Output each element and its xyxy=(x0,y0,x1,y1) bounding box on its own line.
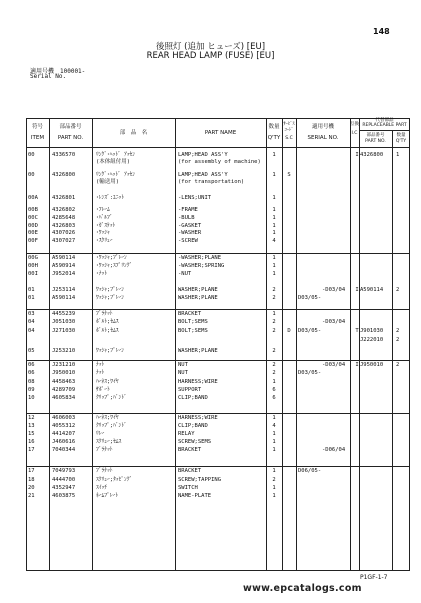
part-name-jp: ･ﾌﾚｰﾑ xyxy=(96,207,110,213)
part-name-jp: ﾜｯｼｬ;ﾌﾟﾚｰﾝ xyxy=(96,348,125,354)
quantity: 1 xyxy=(272,439,276,445)
part-number: J253114 xyxy=(52,287,76,293)
item-number: 01 xyxy=(28,295,35,301)
part-name-jp: ･ｶﾞｽｹｯﾄ xyxy=(96,223,116,229)
col-divider xyxy=(49,118,50,571)
item-number: 00 xyxy=(28,152,35,158)
header-jp-name: 部 品 名 xyxy=(119,130,148,136)
item-number: 05 xyxy=(28,348,35,354)
replaceable-part: J950010 xyxy=(360,362,384,368)
part-number: A590114 xyxy=(52,255,76,261)
part-name-jp: ﾈｰﾑﾌﾟﾚｰﾄ xyxy=(96,493,119,499)
quantity: 1 xyxy=(272,172,276,178)
part-name-jp: ｽｸﾘｭｰ;ﾀｯﾋﾟﾝｸﾞ xyxy=(96,477,133,483)
part-name: -SCREW xyxy=(178,238,198,244)
part-number: 4606003 xyxy=(52,415,76,421)
group-rule xyxy=(26,466,410,467)
part-name: -WASHER;SPRING xyxy=(178,263,225,269)
part-number: 4326801 xyxy=(52,195,76,201)
item-number: 00A xyxy=(28,195,38,201)
item-number: 08 xyxy=(28,379,35,385)
part-name-jp: ﾌﾞﾗｹｯﾄ xyxy=(96,311,113,317)
part-name-jp: ﾎﾞﾙﾄ;ｾﾑｽ xyxy=(96,328,119,334)
item-number: 03 xyxy=(28,311,35,317)
part-name: -BULB xyxy=(178,215,195,221)
part-name-jp: ･ﾊﾞﾙﾌﾞ xyxy=(96,215,113,221)
header-repl-part: 部品番号 PART NO. xyxy=(365,133,386,144)
quantity: 1 xyxy=(272,311,276,317)
part-name: -NUT xyxy=(178,271,192,277)
part-number: 4605834 xyxy=(52,395,76,401)
interchange-code: I xyxy=(355,362,359,368)
part-name-jp: ﾅｯﾄ xyxy=(96,370,105,376)
part-name-jp: ﾅｯﾄ xyxy=(96,362,105,368)
col-divider xyxy=(359,118,360,571)
part-number: A590114 xyxy=(52,295,76,301)
quantity: 1 xyxy=(272,215,276,221)
part-name: LAMP;HEAD ASS'Y xyxy=(178,172,228,178)
group-rule xyxy=(26,413,410,414)
part-number: J253210 xyxy=(52,348,76,354)
part-number: 4603875 xyxy=(52,493,76,499)
col-divider xyxy=(266,118,267,571)
serial-range: D03/05- xyxy=(298,370,322,376)
part-name-jp: ﾎﾞﾙﾄ;ｾﾑｽ xyxy=(96,319,119,325)
part-name: SUPPORT xyxy=(178,387,202,393)
part-name: -FRAME xyxy=(178,207,198,213)
quantity: 2 xyxy=(272,319,276,325)
part-name: BOLT;SEMS xyxy=(178,319,208,325)
part-number: J950010 xyxy=(52,370,76,376)
item-number: 17 xyxy=(28,447,35,453)
part-name: NUT xyxy=(178,362,188,368)
header-serial: 適用号機 SERIAL NO. xyxy=(307,124,339,141)
part-name-jp: ｽｲｯﾁ xyxy=(96,485,108,491)
part-number: J231210 xyxy=(52,362,76,368)
quantity: 1 xyxy=(272,263,276,269)
part-name: (for assembly of machine) xyxy=(178,159,261,165)
part-name: HARNESS;WIRE xyxy=(178,415,218,421)
serial-range: D06/05- xyxy=(298,468,322,474)
part-name-jp: ｸﾘｯﾌﾟ;ﾊﾞﾝﾄﾞ xyxy=(96,395,127,401)
item-number: 00D xyxy=(28,223,38,229)
quantity: 2 xyxy=(272,328,276,334)
item-number: 00E xyxy=(28,230,38,236)
quantity: 6 xyxy=(272,395,276,401)
part-number: 7040344 xyxy=(52,447,76,453)
part-name-jp: ﾘﾝｸﾞ･ﾍｯﾄﾞ ｱｯｾﾝ xyxy=(96,152,136,158)
quantity: 1 xyxy=(272,255,276,261)
part-number: 4458463 xyxy=(52,379,76,385)
service-code: S xyxy=(287,172,291,178)
part-number: 4444700 xyxy=(52,477,76,483)
part-name-jp: ･ﾚﾝｽﾞ:ﾕﾆｯﾄ xyxy=(96,195,125,201)
part-name: SCREW;TAPPING xyxy=(178,477,222,483)
item-number: 16 xyxy=(28,439,35,445)
part-name: CLIP;BAND xyxy=(178,423,208,429)
part-name-jp: ｸﾘｯﾌﾟ;ﾊﾞﾝﾄﾞ xyxy=(96,423,127,429)
replaceable-qty: 2 xyxy=(396,328,400,334)
figure-code: P1GF-1-7 xyxy=(360,574,388,581)
quantity: 1 xyxy=(272,485,276,491)
header-service-code: ｻｰﾋﾞｽ ｺｰﾄﾞ S.C xyxy=(283,122,295,141)
part-number: 4336570 xyxy=(52,152,76,158)
part-name: SWITCH xyxy=(178,485,198,491)
part-name: WASHER;PLANE xyxy=(178,348,218,354)
quantity: 1 xyxy=(272,152,276,158)
part-number: 4307026 xyxy=(52,230,76,236)
quantity: 1 xyxy=(272,271,276,277)
item-number: 09 xyxy=(28,387,35,393)
quantity: 4 xyxy=(272,423,276,429)
serial-label-jp: 適用号機 100001- xyxy=(30,68,86,75)
item-number: 21 xyxy=(28,493,35,499)
header-rule xyxy=(26,147,410,148)
item-number: 00H xyxy=(28,263,38,269)
quantity: 2 xyxy=(272,287,276,293)
part-name-jp: ﾜｯｼｬ;ﾌﾟﾚｰﾝ xyxy=(96,287,125,293)
replaceable-part: 4326800 xyxy=(360,152,384,158)
part-name: BRACKET xyxy=(178,311,202,317)
item-number: 17 xyxy=(28,468,35,474)
part-number: 4326803 xyxy=(52,223,76,229)
part-name: SCREW;SEMS xyxy=(178,439,212,445)
col-divider xyxy=(175,118,176,571)
replaceable-part: J901030 xyxy=(360,328,384,334)
part-name-jp: ｻﾎﾟｰﾄ xyxy=(96,387,110,393)
item-number: 01 xyxy=(28,287,35,293)
quantity: 1 xyxy=(272,223,276,229)
interchange-code: T xyxy=(355,328,359,334)
quantity: 1 xyxy=(272,379,276,385)
page-title-en: REAR HEAD LAMP (FUSE) [EU] xyxy=(146,51,275,61)
part-name-jp: ﾌﾞﾗｹｯﾄ xyxy=(96,468,113,474)
part-name: -WASHER xyxy=(178,230,202,236)
part-name-jp: ﾘﾝｸﾞ･ﾍｯﾄﾞ ｱｯｾﾝ xyxy=(96,172,136,178)
part-number: 4414207 xyxy=(52,431,76,437)
quantity: 2 xyxy=(272,370,276,376)
service-code: D xyxy=(287,328,291,334)
part-name: BRACKET xyxy=(178,447,202,453)
item-number: 18 xyxy=(28,477,35,483)
header-part-name: PART NAME xyxy=(204,130,237,136)
header-replaceable: 代替部品 REPLACEABLE PART xyxy=(362,118,407,128)
replaceable-qty: 2 xyxy=(396,362,400,368)
part-name: HARNESS;WIRE xyxy=(178,379,218,385)
serial-range: D03/05- xyxy=(298,328,322,334)
quantity: 1 xyxy=(272,415,276,421)
page-number: 148 xyxy=(373,27,390,36)
serial-range: -D06/04 xyxy=(322,447,346,453)
part-name-jp: ･ﾅｯﾄ xyxy=(96,271,108,277)
item-number: 00G xyxy=(28,255,38,261)
replaceable-part: A590114 xyxy=(360,287,384,293)
part-name-jp: ﾊｰﾈｽ;ﾜｲﾔ xyxy=(96,379,119,385)
part-number: 4352947 xyxy=(52,485,76,491)
item-number: 04 xyxy=(28,319,35,325)
group-rule xyxy=(26,253,410,254)
part-name-jp: ﾘﾚｰ xyxy=(96,431,105,437)
col-divider xyxy=(282,118,283,571)
part-number: 4285648 xyxy=(52,215,76,221)
header-item: 符号 ITEM xyxy=(30,124,45,141)
part-name: -WASHER;PLANE xyxy=(178,255,222,261)
part-name: NAME-PLATE xyxy=(178,493,212,499)
part-name-jp: ･ﾜｯｼｬ;ｽﾌﾟﾘﾝｸﾞ xyxy=(96,263,133,269)
quantity: 1 xyxy=(272,230,276,236)
item-number: 00C xyxy=(28,215,38,221)
part-name-jp: ｽｸﾘｭｰ;ｾﾑｽ xyxy=(96,439,122,445)
header-qty: 数量 Q'TY xyxy=(267,124,281,141)
quantity: 1 xyxy=(272,431,276,437)
part-number: 4326802 xyxy=(52,207,76,213)
item-number: 00B xyxy=(28,207,38,213)
quantity: 1 xyxy=(272,468,276,474)
part-number: 4307027 xyxy=(52,238,76,244)
part-number: 7049793 xyxy=(52,468,76,474)
quantity: 1 xyxy=(272,447,276,453)
part-name: LAMP;HEAD ASS'Y xyxy=(178,152,228,158)
page-title-jp: 後照灯 (追加 ヒューズ) [EU] xyxy=(155,42,266,52)
item-number: 10 xyxy=(28,395,35,401)
serial-label-en: Serial No. xyxy=(30,73,67,80)
part-name: WASHER;PLANE xyxy=(178,295,218,301)
quantity: 1 xyxy=(272,493,276,499)
quantity: 1 xyxy=(272,195,276,201)
replaceable-qty: 1 xyxy=(396,152,400,158)
item-number: 13 xyxy=(28,423,35,429)
header-interchange: 互換 I.C xyxy=(350,122,359,136)
part-name: -GASKET xyxy=(178,223,202,229)
col-divider xyxy=(392,130,393,571)
item-number: 12 xyxy=(28,415,35,421)
interchange-code: I xyxy=(355,287,359,293)
part-name: BRACKET xyxy=(178,468,202,474)
quantity: 2 xyxy=(272,477,276,483)
part-name: CLIP;BAND xyxy=(178,395,208,401)
header-repl-qty: 数量 Q'TY xyxy=(395,133,407,144)
item-number: 04 xyxy=(28,328,35,334)
part-name: RELAY xyxy=(178,431,195,437)
quantity: 1 xyxy=(272,207,276,213)
serial-range: -D03/04 xyxy=(322,319,346,325)
quantity: 4 xyxy=(272,238,276,244)
part-number: J952014 xyxy=(52,271,76,277)
quantity: 2 xyxy=(272,348,276,354)
part-number: J460616 xyxy=(52,439,76,445)
replaceable-part: J222010 xyxy=(360,337,384,343)
item-number: 00 xyxy=(28,172,35,178)
part-name-jp: (輸送用) xyxy=(96,179,120,185)
part-number: 4326800 xyxy=(52,172,76,178)
quantity: 2 xyxy=(272,295,276,301)
serial-range: -D03/04 xyxy=(322,287,346,293)
part-name: (for transportation) xyxy=(178,179,245,185)
part-number: 4289709 xyxy=(52,387,76,393)
part-number: J051030 xyxy=(52,319,76,325)
replaceable-qty: 2 xyxy=(396,337,400,343)
part-name-jp: (本体組付用) xyxy=(96,159,131,165)
col-divider xyxy=(92,118,93,571)
part-number: 4455239 xyxy=(52,311,76,317)
part-name: BOLT;SEMS xyxy=(178,328,208,334)
part-name-jp: ･ﾜｯｼｬ xyxy=(96,230,110,236)
item-number: 00I xyxy=(28,271,38,277)
item-number: 06 xyxy=(28,370,35,376)
item-number: 06 xyxy=(28,362,35,368)
serial-range: D03/05- xyxy=(298,295,322,301)
interchange-code: I xyxy=(355,152,359,158)
quantity: 6 xyxy=(272,387,276,393)
part-name: NUT xyxy=(178,370,188,376)
part-name-jp: ﾌﾞﾗｹｯﾄ xyxy=(96,447,113,453)
part-number: J271030 xyxy=(52,328,76,334)
watermark: www.epcatalogs.com xyxy=(243,583,362,594)
part-name-jp: ･ﾜｯｼｬ;ﾌﾟﾚｰﾝ xyxy=(96,255,127,261)
replaceable-qty: 2 xyxy=(396,287,400,293)
col-divider xyxy=(350,118,351,571)
group-rule xyxy=(26,360,410,361)
item-number: 20 xyxy=(28,485,35,491)
col-divider xyxy=(296,118,297,571)
header-part-no: 部品番号 PART NO. xyxy=(57,124,84,141)
serial-range: -D03/04 xyxy=(322,362,346,368)
group-rule xyxy=(26,309,410,310)
quantity: 2 xyxy=(272,362,276,368)
item-number: 00F xyxy=(28,238,38,244)
part-name: -LENS;UNIT xyxy=(178,195,212,201)
part-number: 4055312 xyxy=(52,423,76,429)
part-name-jp: ﾊｰﾈｽ;ﾜｲﾔ xyxy=(96,415,119,421)
part-name: WASHER;PLANE xyxy=(178,287,218,293)
header-subrule xyxy=(359,130,410,131)
part-name-jp: ﾜｯｼｬ;ﾌﾟﾚｰﾝ xyxy=(96,295,125,301)
item-number: 15 xyxy=(28,431,35,437)
part-name-jp: ･ｽｸﾘｭｰ xyxy=(96,238,113,244)
part-number: A590914 xyxy=(52,263,76,269)
